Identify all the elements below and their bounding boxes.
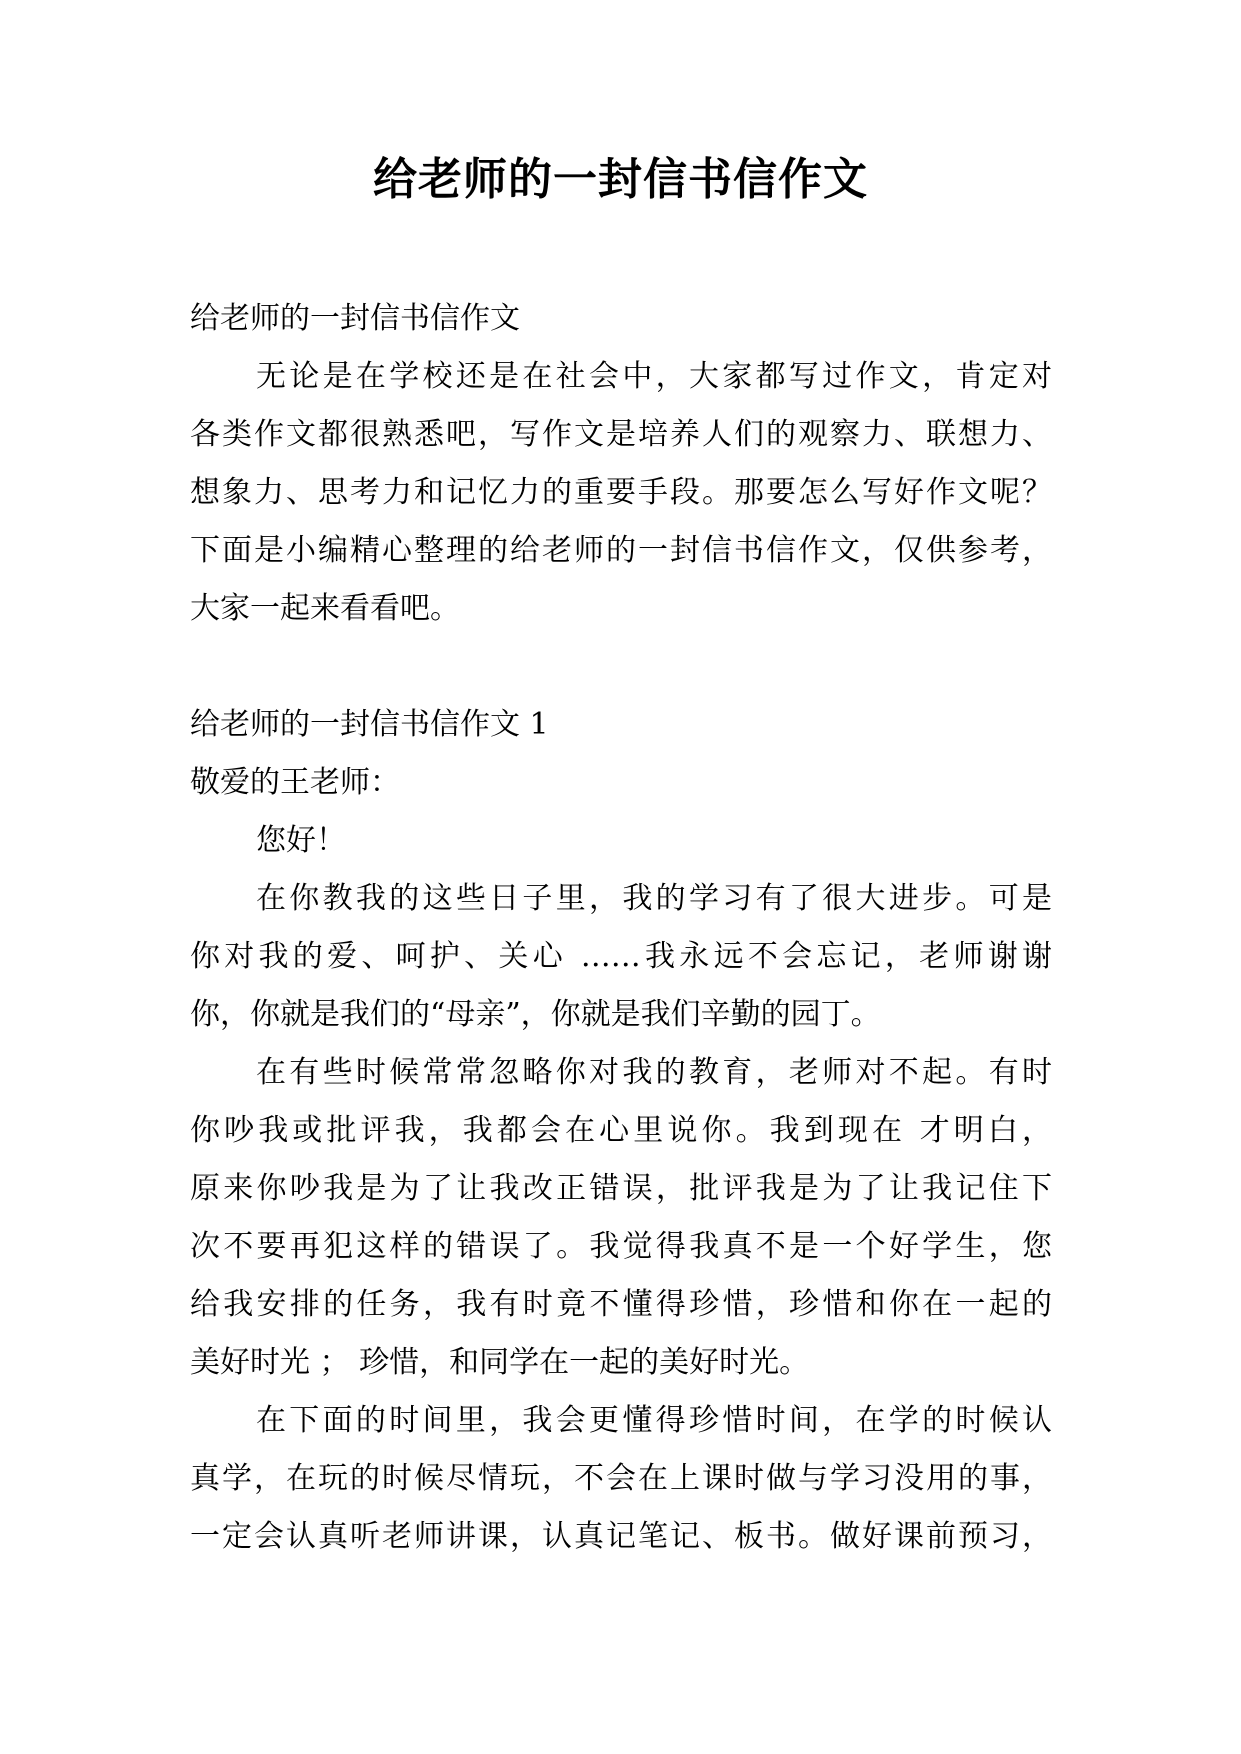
letter-paragraph-3 <box>190 1392 1052 1566</box>
paragraph-line: 你吵我或批评我，我都会在心里说你。我到现在 才明白， <box>190 1113 1052 1148</box>
letter-paragraph-2 <box>190 1044 1052 1392</box>
letter-salutation: 敬爱的王老师： <box>190 765 400 800</box>
paragraph-line: 在下面的时间里，我会更懂得珍惜时间，在学的时候认 <box>256 1403 1052 1438</box>
intro-line: 想象力、思考力和记忆力的重要手段。那要怎么写好作文呢？ <box>190 475 1052 510</box>
paragraph-line: 次不要再犯这样的错误了。我觉得我真不是一个好学生，您 <box>190 1229 1052 1264</box>
paragraph-line: 在有些时候常常忽略你对我的教育，老师对不起。有时 <box>256 1055 1052 1090</box>
intro-line: 下面是小编精心整理的给老师的一封信书信作文，仅供参考， <box>190 533 1052 568</box>
letter-paragraph-1 <box>190 870 1052 1044</box>
paragraph-line: 给我安排的任务，我有时竟不懂得珍惜，珍惜和你在一起的 <box>190 1287 1052 1322</box>
section-heading: 给老师的一封信书信作文 1 <box>190 707 549 742</box>
paragraph-line: 原来你吵我是为了让我改正错误，批评我是为了让我记住下 <box>190 1171 1052 1206</box>
document-body <box>190 290 1052 1566</box>
intro-line: 各类作文都很熟悉吧，写作文是培养人们的观察力、联想力、 <box>190 417 1052 452</box>
document-title: 给老师的一封信书信作文 <box>373 154 868 205</box>
intro-paragraph <box>190 348 1052 638</box>
letter-greeting: 您好！ <box>256 823 346 858</box>
document-subtitle: 给老师的一封信书信作文 <box>190 301 520 336</box>
paragraph-line: 真学，在玩的时候尽情玩，不会在上课时做与学习没用的事， <box>190 1461 1052 1496</box>
paragraph-line: 你对我的爱、呵护、关心 ……我永远不会忘记，老师谢谢 <box>190 939 1052 974</box>
intro-line: 无论是在学校还是在社会中，大家都写过作文，肯定对 <box>256 359 1052 394</box>
paragraph-line: 美好时光 ； 珍惜，和同学在一起的美好时光。 <box>190 1345 810 1380</box>
paragraph-line: 一定会认真听老师讲课，认真记笔记、板书。做好课前预习， <box>190 1519 1052 1554</box>
paragraph-gap <box>190 638 1052 696</box>
paragraph-line: 在你教我的这些日子里，我的学习有了很大进步。可是 <box>256 881 1052 916</box>
intro-line: 大家一起来看看吧。 <box>190 591 460 626</box>
paragraph-line: 你，你就是我们的“母亲”，你就是我们辛勤的园丁。 <box>190 997 881 1032</box>
